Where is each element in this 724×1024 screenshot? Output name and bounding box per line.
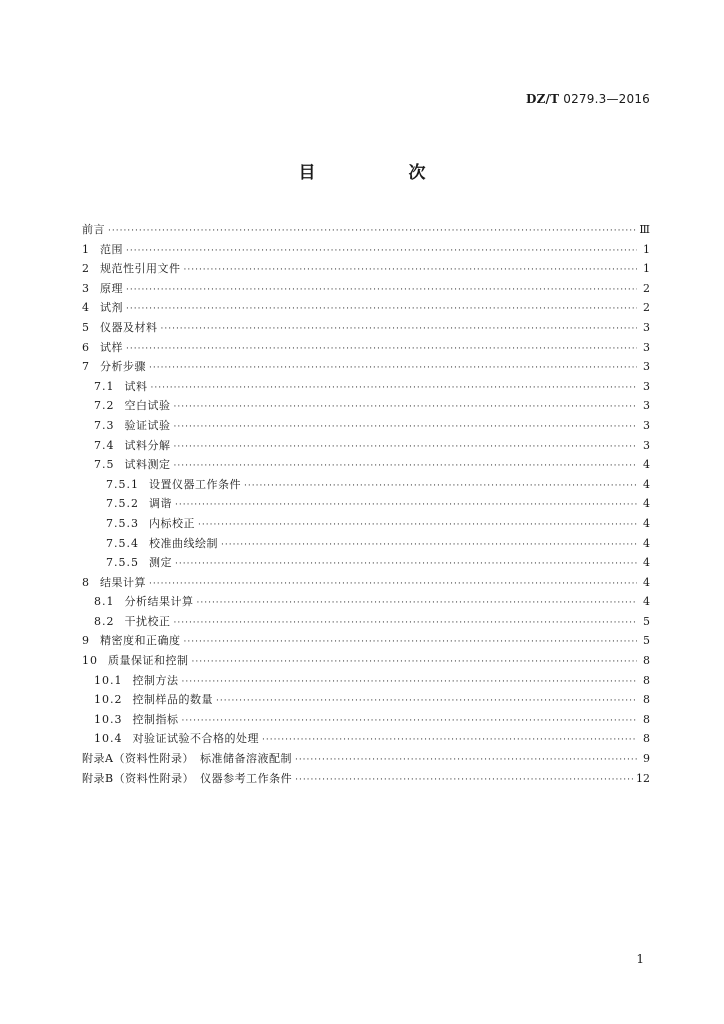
toc-entry[interactable] [82,710,650,730]
toc-leader-dots [184,633,638,653]
toc-leader-dots [126,340,637,360]
toc-entry[interactable] [82,514,650,534]
toc-entry-page: 3 [643,438,650,452]
toc-entry-number: 10 [82,654,98,668]
toc-entry[interactable] [82,534,650,554]
toc-entry[interactable] [82,396,650,416]
toc-leader-dots [244,477,637,497]
toc-entry-label: 仪器及材料 [100,320,158,334]
toc-entry-page: 2 [643,301,650,315]
toc-entry-label: 对验证试验不合格的处理 [132,732,259,746]
toc-leader-dots [175,555,637,575]
toc-entry-label: 控制方法 [132,673,179,687]
toc-entry[interactable] [82,494,650,514]
toc-entry[interactable] [82,298,650,318]
toc-entry-page: 4 [643,516,650,530]
toc-leader-dots [126,281,637,301]
standard-code [526,92,650,106]
toc-leader-dots [216,692,637,712]
toc-entry-page: 8 [643,673,650,687]
toc-entry-label: 干扰校正 [124,614,171,628]
toc-entry-page: 8 [643,654,650,668]
toc-entry-number: 7.5 [94,458,115,472]
toc-entry-label: 内标校正 [149,516,195,530]
toc-entry-number: 2 [82,262,90,276]
toc-entry-page: 1 [643,262,650,276]
toc-entry-number: 3 [82,281,90,295]
toc-entry-number: 7.3 [94,418,115,432]
toc-leader-dots [192,653,638,673]
toc-entry-number: 8.2 [94,614,115,628]
toc-entry-label: 试料分解 [124,438,171,452]
toc-leader-dots [197,594,638,614]
toc-entry-page: 4 [643,497,650,511]
toc-leader-dots [262,731,637,751]
toc-entry-page: 8 [643,732,650,746]
toc-entry[interactable] [82,416,650,436]
toc-entry-page: 4 [643,477,650,491]
toc-entry-number: 7.5.4 [106,536,139,550]
toc-leader-dots [221,536,637,556]
toc-entry[interactable] [82,729,650,749]
toc-entry-label: 附录A（资料性附录） 标准储备溶液配制 [82,752,292,766]
toc-entry-page: 3 [643,320,650,334]
toc-leader-dots [198,516,637,536]
toc-entry[interactable] [82,220,650,240]
toc-entry[interactable] [82,631,650,651]
toc-entry-label: 空白试验 [124,399,171,413]
toc-entry-label: 规范性引用文件 [100,262,181,276]
toc-entry-label: 设置仪器工作条件 [149,477,241,491]
toc-entry-label: 精密度和正确度 [100,634,181,648]
toc-entry-page: 5 [643,634,650,648]
toc-entry-label: 调谐 [149,497,172,511]
toc-entry-number: 10.1 [94,673,123,687]
toc-entry-number: 7.1 [94,379,115,393]
toc-entry-label: 试料 [124,379,148,393]
toc-entry-number: 7 [82,360,90,374]
toc-entry-number: 10.2 [94,693,123,707]
toc-leader-dots [174,457,638,477]
toc-entry-label: 质量保证和控制 [108,654,189,668]
toc-leader-dots [161,320,638,340]
toc-leader-dots [126,242,637,262]
page-number: 1 [636,952,644,966]
toc-entry-number: 7.5.1 [106,477,139,491]
toc-leader-dots [182,673,638,693]
toc-entry-page: Ⅲ [639,223,650,236]
toc-entry-number: 7.5.2 [106,497,139,511]
toc-entry-number: 10.4 [94,732,123,746]
toc-entry[interactable] [82,240,650,260]
toc-entry-label: 范围 [100,242,123,256]
toc-entry-label: 分析结果计算 [124,595,194,609]
toc-entry[interactable] [82,612,650,632]
toc-entry-page: 2 [643,281,650,295]
toc-entry[interactable] [82,377,650,397]
toc-leader-dots [126,300,637,320]
toc-entry-label: 控制样品的数量 [132,693,213,707]
toc-entry[interactable] [82,259,650,279]
toc-entry[interactable] [82,553,650,573]
page-title: 目 次 [298,163,464,183]
toc-entry-page: 3 [643,418,650,432]
toc-leader-dots [184,261,638,281]
toc-leader-dots [151,379,638,399]
toc-entry[interactable] [82,475,650,495]
toc-entry-page: 3 [643,379,650,393]
toc-entry-page: 9 [643,752,650,766]
toc-entry-number: 1 [82,242,90,256]
toc-entry-page: 3 [643,399,650,413]
toc-entry-label: 测定 [149,556,172,570]
toc-entry-page: 4 [643,536,650,550]
toc-entry-label: 分析步骤 [100,360,146,374]
toc-entry-label: 控制指标 [132,712,179,726]
toc-entry-label: 试料测定 [124,458,171,472]
toc-entry-label: 附录B（资料性附录） 仪器参考工作条件 [82,771,293,785]
toc-leader-dots [149,575,637,595]
toc-entry-page: 8 [643,693,650,707]
toc-entry-page: 3 [643,340,650,354]
toc-entry-number: 5 [82,320,90,334]
standard-number: 0279.3—2016 [563,92,650,106]
toc-leader-dots [174,614,638,634]
toc-entry[interactable] [82,671,650,691]
toc-entry-number: 9 [82,634,90,648]
toc-entry-label: 试样 [100,340,123,354]
toc-leader-dots [108,222,636,242]
standard-prefix: DZ/T [525,92,560,106]
toc-leader-dots [295,751,637,771]
toc-entry-label: 结果计算 [100,575,146,589]
toc-entry-number: 4 [82,301,90,315]
table-of-contents [82,220,650,788]
toc-leader-dots [174,398,638,418]
toc-entry-label: 试剂 [100,301,123,315]
toc-entry-number: 7.2 [94,399,115,413]
toc-entry-number: 10.3 [94,712,123,726]
toc-entry-number: 7.5.3 [106,516,139,530]
toc-entry-page: 12 [636,771,650,785]
toc-entry-page: 4 [643,556,650,570]
toc-entry-label: 验证试验 [124,418,171,432]
toc-entry-number: 8 [82,575,90,589]
toc-entry-page: 3 [643,360,650,374]
toc-entry[interactable] [82,651,650,671]
toc-entry[interactable] [82,357,650,377]
toc-entry[interactable] [82,592,650,612]
toc-leader-dots [149,359,637,379]
toc-entry[interactable] [82,318,650,338]
toc-entry-label: 前言 [82,223,105,236]
toc-entry[interactable] [82,769,650,789]
toc-entry[interactable] [82,749,650,769]
toc-entry[interactable] [82,279,650,299]
toc-entry-page: 8 [643,712,650,726]
toc-entry[interactable] [82,455,650,475]
toc-entry-page: 4 [643,458,650,472]
toc-entry-number: 8.1 [94,595,115,609]
toc-entry-label: 原理 [100,281,123,295]
toc-entry-page: 1 [643,242,650,256]
toc-entry[interactable] [82,436,650,456]
toc-entry-label: 校准曲线绘制 [149,536,218,550]
toc-leader-dots [295,771,633,791]
toc-leader-dots [174,438,638,458]
toc-entry-number: 7.4 [94,438,115,452]
toc-entry[interactable] [82,338,650,358]
toc-leader-dots [175,496,637,516]
toc-entry[interactable] [82,690,650,710]
toc-entry-page: 4 [643,595,650,609]
toc-entry-page: 4 [643,575,650,589]
toc-entry-number: 7.5.5 [106,556,139,570]
toc-entry[interactable] [82,573,650,593]
toc-entry-page: 5 [643,614,650,628]
toc-leader-dots [174,418,638,438]
toc-entry-number: 6 [82,340,90,354]
